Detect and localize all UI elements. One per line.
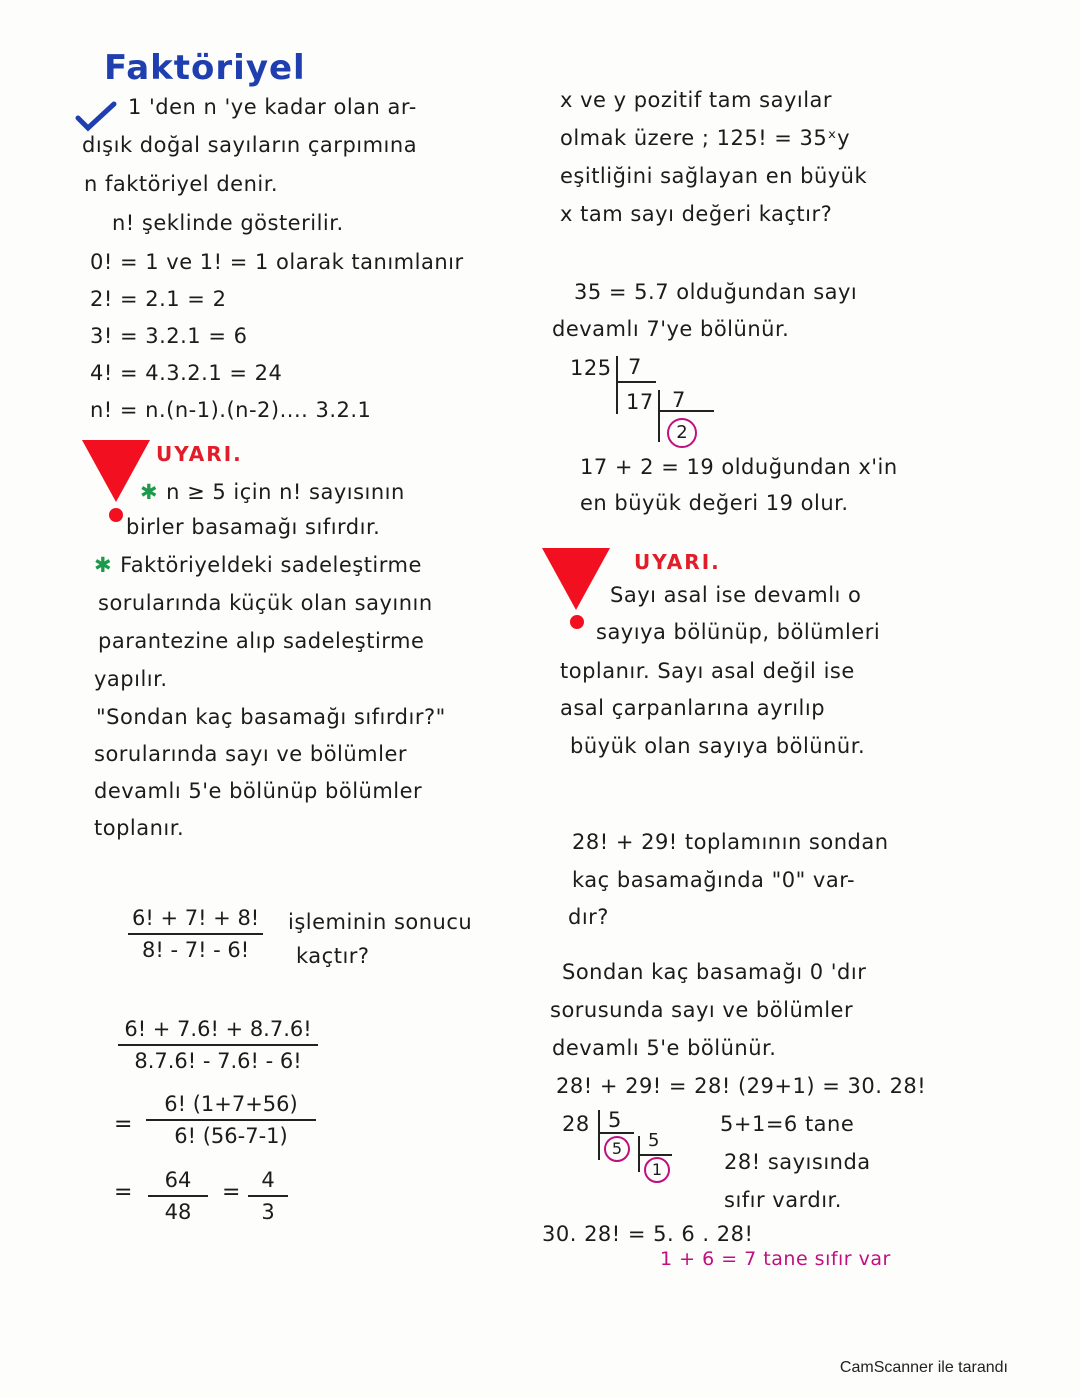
division-divisor: 5 bbox=[648, 1130, 660, 1151]
scanner-watermark: CamScanner ile tarandı bbox=[839, 1359, 1008, 1376]
fraction-denominator: 48 bbox=[164, 1200, 192, 1224]
problem-line: dır? bbox=[568, 905, 609, 929]
warning-icon bbox=[542, 548, 610, 610]
warning-label: UYARI. bbox=[156, 442, 243, 466]
result-fraction bbox=[248, 1168, 288, 1224]
warning-line: yapılır. bbox=[94, 667, 168, 691]
problem-line: 28! + 29! toplamının sondan bbox=[572, 830, 889, 854]
warning-line: "Sondan kaç basamağı sıfırdır?" bbox=[96, 705, 446, 729]
problem-line: kaç basamağında "0" var- bbox=[572, 868, 856, 892]
example-fraction bbox=[128, 906, 263, 962]
warning-line: parantezine alıp sadeleştirme bbox=[98, 629, 425, 653]
solution-line: devamlı 5'e bölünür. bbox=[552, 1036, 777, 1060]
problem-line: x ve y pozitif tam sayılar bbox=[560, 88, 833, 112]
definition-line: n! = n.(n-1).(n-2).... 3.2.1 bbox=[90, 398, 372, 422]
solution-line: en büyük değeri 19 olur. bbox=[580, 491, 849, 515]
definition-line: dışık doğal sayıların çarpımına bbox=[82, 133, 418, 157]
definition-line: 3! = 3.2.1 = 6 bbox=[90, 324, 248, 348]
warning-line: devamlı 5'e bölünüp bölümler bbox=[94, 779, 423, 803]
warning-line: büyük olan sayıya bölünür. bbox=[570, 734, 866, 758]
definition-line: 1 'den n 'ye kadar olan ar- bbox=[128, 95, 417, 119]
step-fraction bbox=[146, 1092, 316, 1148]
solution-line: sorusunda sayı ve bölümler bbox=[550, 998, 854, 1022]
division-bar bbox=[658, 410, 714, 412]
division-bar bbox=[598, 1132, 634, 1134]
division-bar bbox=[658, 390, 660, 442]
warning-dot-icon bbox=[109, 508, 123, 522]
page-title: Faktöriyel bbox=[104, 48, 306, 88]
star-icon: ✱ bbox=[94, 553, 113, 577]
equals-sign: = bbox=[114, 1180, 133, 1205]
solution-line: 28! + 29! = 28! (29+1) = 30. 28! bbox=[556, 1074, 927, 1098]
circled-quotient: 1 bbox=[644, 1157, 670, 1183]
circled-quotient: 2 bbox=[667, 418, 697, 448]
division-divisor: 7 bbox=[628, 355, 642, 379]
side-note: 5+1=6 tane bbox=[720, 1112, 855, 1136]
division-dividend: 28 bbox=[562, 1112, 590, 1136]
problem-line: olmak üzere ; 125! = 35ˣy bbox=[560, 126, 851, 150]
solution-line: Sondan kaç basamağı 0 'dır bbox=[562, 960, 867, 984]
warning-line: ✱ n ≥ 5 için n! sayısının bbox=[140, 480, 405, 504]
definition-line: n! şeklinde gösterilir. bbox=[112, 211, 344, 235]
division-bar bbox=[616, 356, 618, 414]
problem-line: x tam sayı değeri kaçtır? bbox=[560, 202, 833, 226]
fraction-numerator: 6! + 7.6! + 8.7.6! bbox=[118, 1017, 318, 1046]
definition-line: 0! = 1 ve 1! = 1 olarak tanımlanır bbox=[90, 250, 464, 274]
warning-line: toplanır. bbox=[94, 816, 185, 840]
fraction-numerator: 6! + 7! + 8! bbox=[128, 906, 263, 935]
warning-label: UYARI. bbox=[634, 550, 721, 574]
circled-quotient: 5 bbox=[604, 1136, 630, 1162]
final-line: 1 + 6 = 7 tane sıfır var bbox=[660, 1248, 891, 1270]
division-dividend: 125 bbox=[570, 356, 612, 380]
equals-sign: = bbox=[114, 1112, 133, 1137]
fraction-denominator: 8! - 7! - 6! bbox=[142, 938, 250, 962]
fraction-numerator: 4 bbox=[248, 1168, 288, 1197]
division-bar bbox=[638, 1154, 672, 1156]
fraction-numerator: 6! (1+7+56) bbox=[146, 1092, 316, 1121]
warning-line: Sayı asal ise devamlı o bbox=[610, 583, 862, 607]
star-icon: ✱ bbox=[140, 480, 159, 504]
fraction-denominator: 8.7.6! - 7.6! - 6! bbox=[134, 1049, 302, 1073]
definition-line: 4! = 4.3.2.1 = 24 bbox=[90, 361, 283, 385]
division-bar bbox=[616, 381, 656, 383]
warning-line: sayıya bölünüp, bölümleri bbox=[596, 620, 881, 644]
step-fraction bbox=[118, 1017, 318, 1073]
fraction-denominator: 3 bbox=[261, 1200, 275, 1224]
step-fraction bbox=[148, 1168, 208, 1224]
solution-line: 17 + 2 = 19 olduğundan x'in bbox=[580, 455, 898, 479]
warning-line: sorularında sayı ve bölümler bbox=[94, 742, 408, 766]
fraction-numerator: 64 bbox=[148, 1168, 208, 1197]
check-icon bbox=[74, 100, 118, 134]
side-note: sıfır vardır. bbox=[724, 1188, 842, 1212]
warning-line: ✱ Faktöriyeldeki sadeleştirme bbox=[94, 553, 422, 577]
example-question: kaçtır? bbox=[296, 944, 370, 968]
fraction-denominator: 6! (56-7-1) bbox=[174, 1124, 288, 1148]
example-question: işleminin sonucu bbox=[288, 910, 473, 934]
division-quotient: 17 bbox=[626, 390, 654, 414]
definition-line: n faktöriyel denir. bbox=[84, 172, 279, 196]
definition-line: 2! = 2.1 = 2 bbox=[90, 287, 227, 311]
warning-dot-icon bbox=[570, 615, 584, 629]
division-divisor: 5 bbox=[608, 1108, 622, 1132]
problem-line: eşitliğini sağlayan en büyük bbox=[560, 164, 868, 188]
side-note: 28! sayısında bbox=[724, 1150, 871, 1174]
equals-sign: = bbox=[222, 1180, 241, 1205]
warning-line: sorularında küçük olan sayının bbox=[98, 591, 433, 615]
solution-line: 35 = 5.7 olduğundan sayı bbox=[574, 280, 858, 304]
warning-line: birler basamağı sıfırdır. bbox=[126, 515, 381, 539]
solution-line: devamlı 7'ye bölünür. bbox=[552, 317, 790, 341]
final-line: 30. 28! = 5. 6 . 28! bbox=[542, 1222, 754, 1246]
warning-line: asal çarpanlarına ayrılıp bbox=[560, 696, 826, 720]
warning-line: toplanır. Sayı asal değil ise bbox=[560, 659, 855, 683]
division-bar bbox=[598, 1110, 600, 1160]
division-divisor: 7 bbox=[672, 388, 686, 412]
